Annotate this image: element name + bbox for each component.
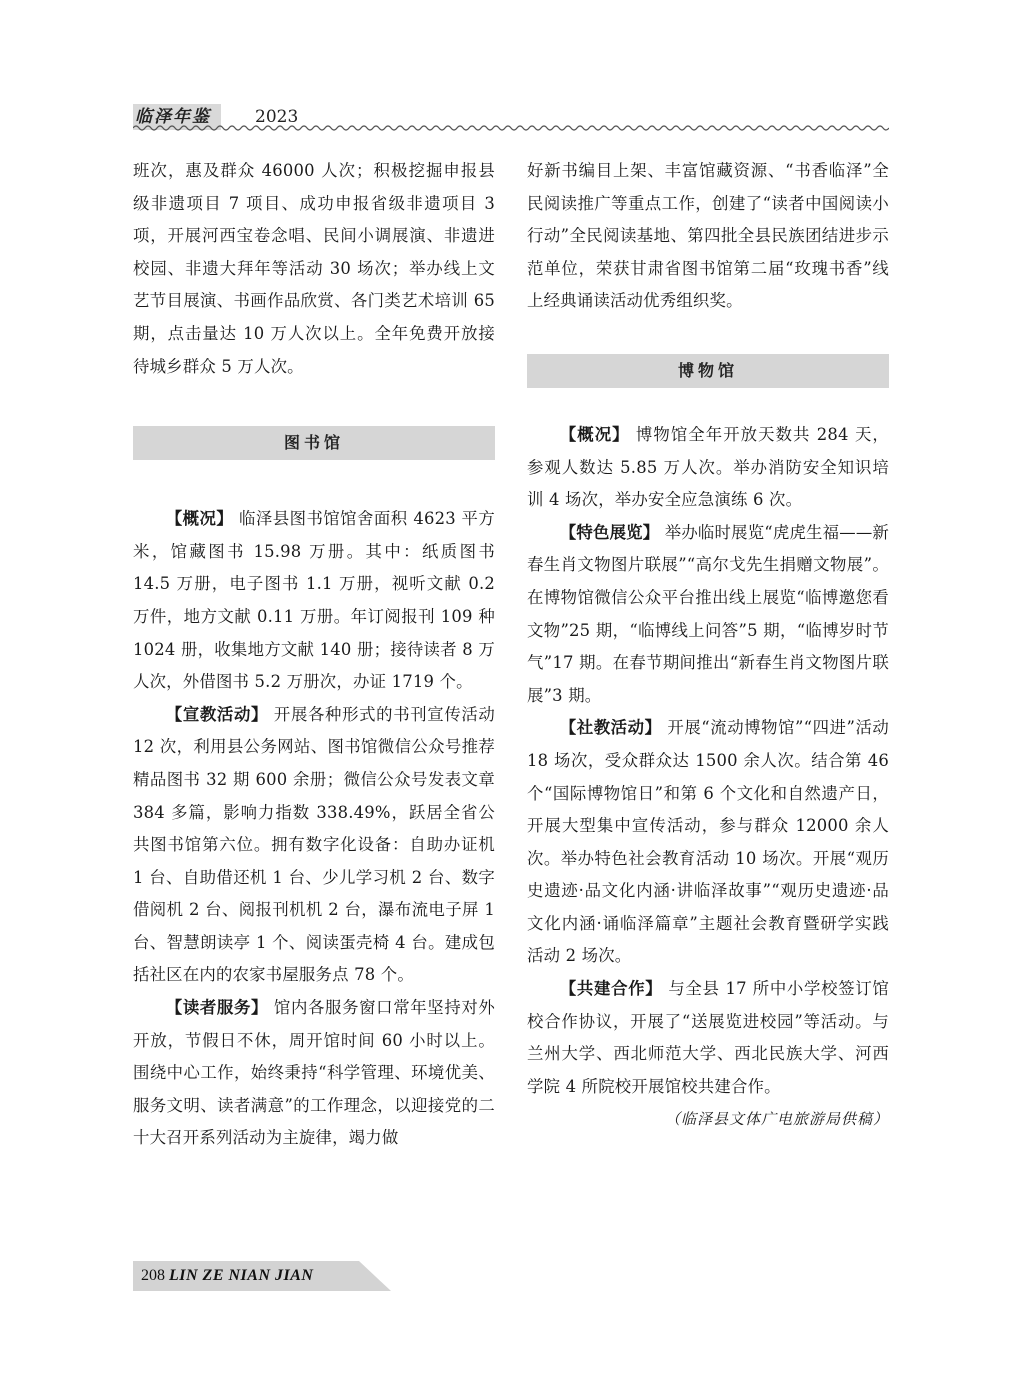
source-credit: （临泽县文体广电旅游局供稿） xyxy=(664,1110,889,1129)
paragraph-label: 【共建合作】 xyxy=(559,979,663,999)
running-title: LIN ZE NIAN JIAN xyxy=(169,1267,314,1284)
left-column xyxy=(133,155,495,1155)
header-wave-rule xyxy=(133,124,889,132)
paragraph-text: 举办临时展览“虎虎生福——新春生肖文物图片联展”“高尔戈先生捐赠文物展”。在博物馆微信公众平台推出线上展览“临博邀您看文物”25 期，“临博线上问答”5 期，“临博岁时节气”17 期。在春节期间推出“新春生肖文物图片联展”3 期。 xyxy=(527,522,890,705)
paragraph-label: 【特色展览】 xyxy=(559,522,660,542)
paragraph-text: 馆内各服务窗口常年坚持对外开放，节假日不休，周开馆时间 60 小时以上。围绕中心工作，始终秉持“科学管理、环境优美、服务文明、读者满意”的工作理念，以迎接党的二十大召开系列活动为主旋律，竭力做 xyxy=(133,998,495,1148)
paragraph-text: 博物馆全年开放天数共 284 天，参观人数达 5.85 万人次。举办消防安全知识培训 4 场次，举办安全应急演练 6 次。 xyxy=(527,424,889,510)
paragraph-text: 开展“流动博物馆”“四进”活动 18 场次，受众群众达 1500 余人次。结合第 46 个“国际博物馆日”和第 6 个文化和自然遗产日，开展大型集中宣传活动，参与群众 12000 余人次。举办特色社会教育活动 10 场次。开展“观历史遗迹·品文化内涵·讲临泽故事”“观历史遗迹·品文化内涵·诵临泽篇章”主题社会教育暨研学实践活动 2 场次。 xyxy=(527,718,889,966)
paragraph-museum-education xyxy=(527,712,889,973)
paragraph-label: 【社教活动】 xyxy=(559,718,662,738)
paragraph-label: 【宣教活动】 xyxy=(165,704,269,724)
paragraph-label: 【概况】 xyxy=(559,424,630,444)
paragraph-library-reader-service xyxy=(133,992,495,1155)
paragraph-label: 【概况】 xyxy=(165,509,234,529)
paragraph-text: 临泽县图书馆馆舍面积 4623 平方米，馆藏图书 15.98 万册。其中：纸质图书 14.5 万册，电子图书 1.1 万册，视听文献 0.2 万件，地方文献 0.11 万册。年订阅报刊 109 种 1024 册，收集地方文献 140 册；接待读者 8 万人次，外借图书 5.2 万册次，办证 1719 个。 xyxy=(133,509,495,692)
paragraph-text: 开展各种形式的书刊宣传活动 12 次，利用县公务网站、图书馆微信公众号推荐精品图书 32 期 600 余册；微信公众号发表文章 384 多篇，影响力指数 338.49%，跃居全省公共图书馆第六位。拥有数字化设备：自助办证机 1 台、自助借还机 1 台、少儿学习机 2 台、数字借阅机 2 台、阅报刊机机 2 台，瀑布流电子屏 1 台、智慧朗读亭 1 个、阅读蛋壳椅 4 台。建成包括社区在内的农家书屋服务点 78 个。 xyxy=(133,704,495,985)
yearbook-year: 2023 xyxy=(255,107,299,127)
continued-paragraph: 班次，惠及群众 46000 人次；积极挖掘申报县级非遗项目 7 项目、成功申报省级非遗项目 3 项，开展河西宝卷念唱、民间小调展演、非遗进校园、非遗大拜年等活动 30 场次；举办线上文艺节目展演、书画作品欣赏、各门类艺术培训 65 期，点击量达 10 万人次以上。全年免费开放接待城乡群众 5 万人次。 xyxy=(133,161,495,376)
paragraph-museum-cooperation xyxy=(527,973,889,1103)
paragraph-text: 与全县 17 所中小学校签订馆校合作协议，开展了“送展览进校园”等活动。与兰州大学、西北师范大学、西北民族大学、河西学院 4 所院校开展馆校共建合作。 xyxy=(527,979,890,1096)
continued-paragraph: 好新书编目上架、丰富馆藏资源、“书香临泽”全民阅读推广等重点工作，创建了“读者中国阅读小行动”全民阅读基地、第四批全县民族团结进步示范单位，荣获甘肃省图书馆第二届“玫瑰书香”线上经典诵读活动优秀组织奖。 xyxy=(527,161,889,311)
paragraph-library-outreach xyxy=(133,699,495,992)
page-number: 208 xyxy=(141,1267,165,1284)
page-header xyxy=(133,100,889,136)
section-heading-museum: 博物馆 xyxy=(527,354,889,388)
footer-text xyxy=(141,1261,313,1291)
yearbook-title: 临泽年鉴 xyxy=(133,104,221,130)
paragraph-library-overview xyxy=(133,503,495,699)
right-column xyxy=(527,155,889,1135)
paragraph-museum-overview xyxy=(527,419,889,517)
paragraph-museum-exhibitions xyxy=(527,517,889,713)
paragraph-label: 【读者服务】 xyxy=(165,998,269,1018)
section-heading-library: 图书馆 xyxy=(133,426,495,460)
page-footer xyxy=(133,1261,393,1291)
